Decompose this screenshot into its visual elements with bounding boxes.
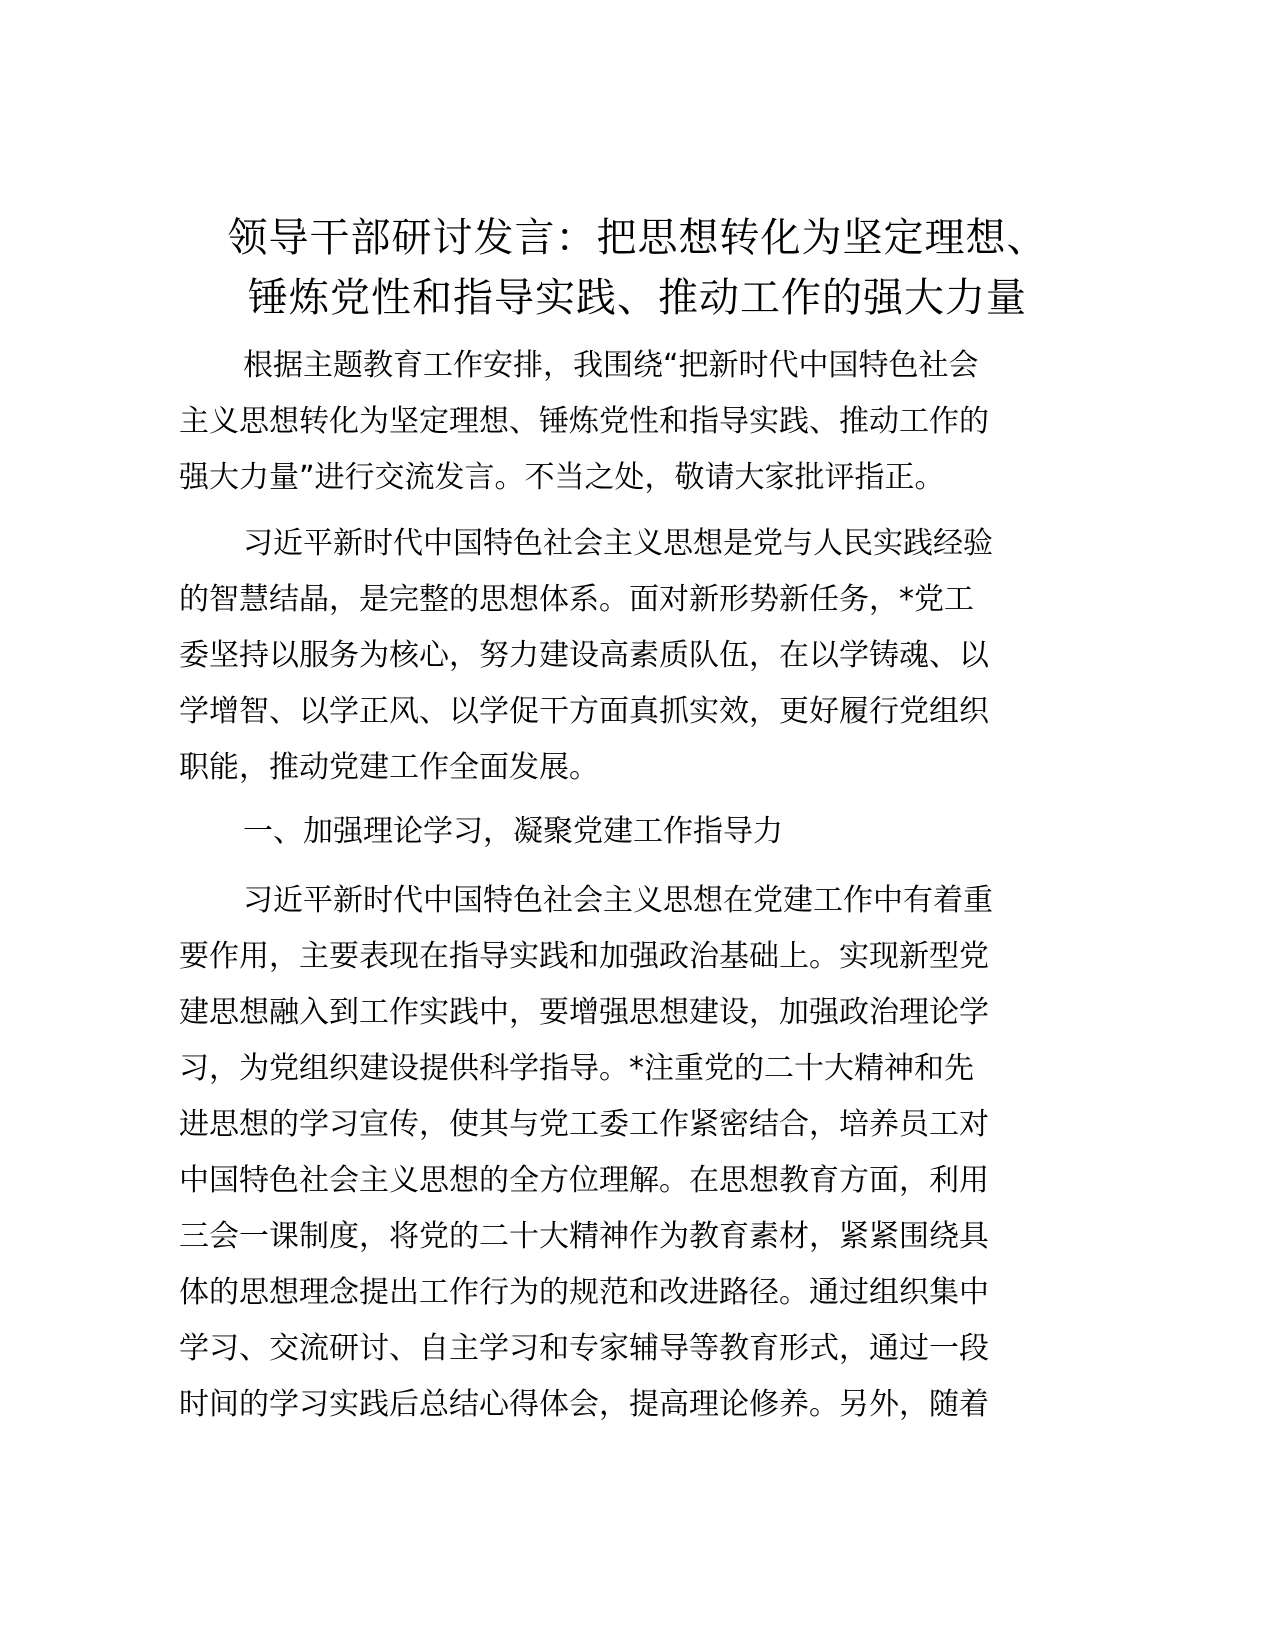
text-line: 学增智、以学正风、以学促干方面真抓实效，更好履行党组织 (179, 694, 989, 729)
text-line: 体的思想理念提出工作行为的规范和改进路径。通过组织集中 (179, 1275, 989, 1310)
text-line: 职能，推动党建工作全面发展。 (179, 750, 599, 785)
text-line: 的智慧结晶，是完整的思想体系。面对新形势新任务，*党工 (179, 582, 974, 617)
text-line: 进思想的学习宣传，使其与党工委工作紧密结合，培养员工对 (179, 1107, 989, 1142)
title-line-1: 领导干部研讨发言：把思想转化为坚定理想、 (227, 215, 1048, 261)
text-line: 强大力量”进行交流发言。不当之处，敬请大家批评指正。 (179, 460, 945, 495)
paragraph-section-1 (179, 873, 1039, 1433)
text-line: 根据主题教育工作安排，我围绕“把新时代中国特色社会 (243, 348, 979, 383)
text-line: 习近平新时代中国特色社会主义思想是党与人民实践经验 (243, 526, 993, 561)
title-line-2: 锤炼党性和指导实践、推动工作的强大力量 (248, 275, 1027, 321)
text-line: 学习、交流研讨、自主学习和专家辅导等教育形式，通过一段 (179, 1331, 989, 1366)
text-line: 主义思想转化为坚定理想、锤炼党性和指导实践、推动工作的 (179, 404, 989, 439)
text-line: 时间的学习实践后总结心得体会，提高理论修养。另外，随着 (179, 1387, 989, 1422)
text-line: 三会一课制度，将党的二十大精神作为教育素材，紧紧围绕具 (179, 1219, 989, 1254)
text-line: 习，为党组织建设提供科学指导。*注重党的二十大精神和先 (179, 1051, 974, 1086)
heading-line: 一、加强理论学习，凝聚党建工作指导力 (243, 814, 783, 849)
paragraph-overview (179, 516, 1039, 796)
section-heading-1 (179, 804, 1039, 860)
document-title (150, 208, 1125, 328)
text-line: 习近平新时代中国特色社会主义思想在党建工作中有着重 (243, 883, 993, 918)
text-line: 委坚持以服务为核心，努力建设高素质队伍，在以学铸魂、以 (179, 638, 989, 673)
text-line: 要作用，主要表现在指导实践和加强政治基础上。实现新型党 (179, 939, 989, 974)
text-line: 中国特色社会主义思想的全方位理解。在思想教育方面，利用 (179, 1163, 989, 1198)
text-line: 建思想融入到工作实践中，要增强思想建设，加强政治理论学 (179, 995, 989, 1030)
paragraph-intro (179, 338, 1039, 506)
